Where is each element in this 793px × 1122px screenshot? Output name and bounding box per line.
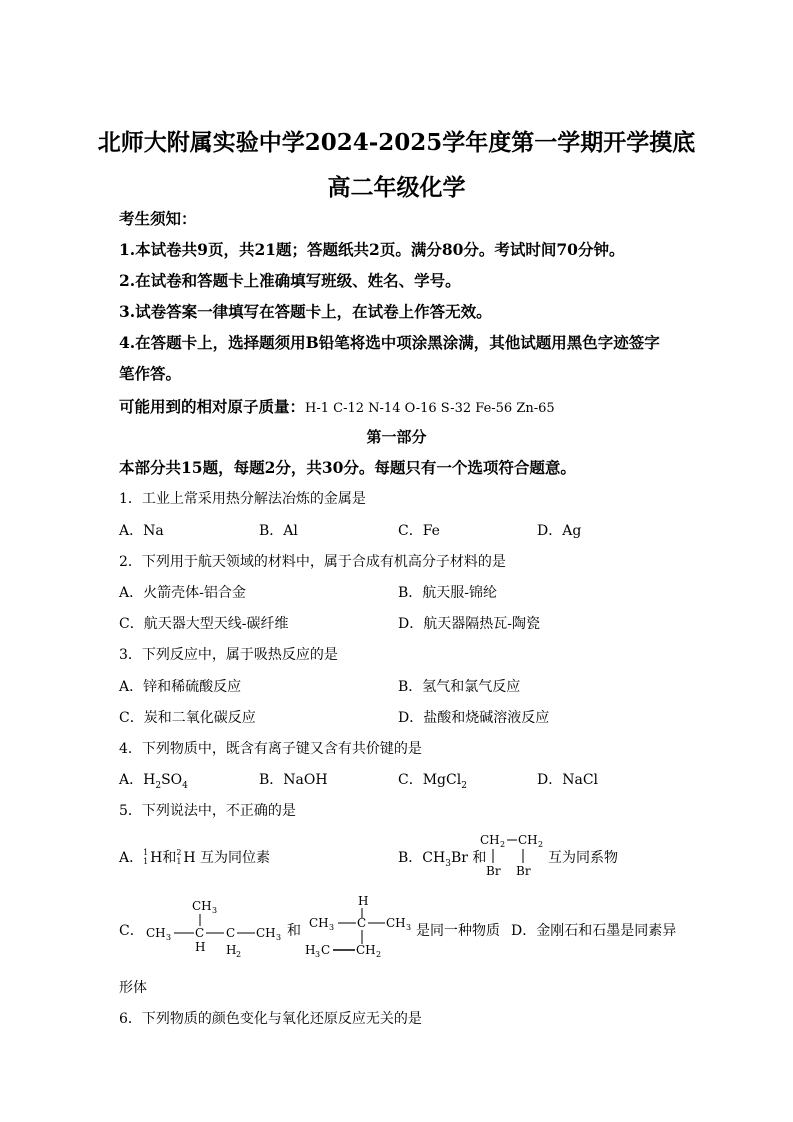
svg-text:C: C [226, 926, 236, 940]
q2-option-b: B．航天服-锦纶 [398, 585, 498, 601]
svg-text:CH: CH [256, 926, 276, 940]
notice-item: 4.在答题卡上，选择题须用B铅笔将选中项涂黑涂满，其他试题用黑色字迹签字 [119, 333, 660, 352]
svg-text:3: 3 [276, 933, 282, 942]
q5-option-d: D．金刚石和石墨是同素异 [511, 923, 677, 939]
q2-stem: 2．下列用于航天领域的材料中，属于合成有机高分子材料的是 [119, 554, 506, 570]
q4-option-b: B．NaOH [259, 772, 328, 788]
q1-option-a: A．Na [119, 523, 164, 539]
svg-text:C: C [321, 943, 331, 957]
svg-text:CH: CH [480, 833, 500, 847]
q3-option-c: C．炭和二氧化碳反应 [119, 710, 256, 726]
svg-text:3: 3 [315, 950, 321, 959]
svg-text:C: C [195, 926, 205, 940]
butane-structure [144, 896, 286, 960]
exam-title: 北师大附属实验中学2024-2025学年度第一学期开学摸底 [97, 129, 696, 156]
svg-text:H: H [195, 940, 206, 954]
q4-stem: 4．下列物质中，既含有离子键又含有共价键的是 [119, 741, 422, 757]
svg-text:CH: CH [386, 916, 406, 930]
svg-text:C: C [357, 916, 367, 930]
q3-option-b: B．氢气和氯气反应 [398, 679, 521, 695]
svg-text:3: 3 [406, 923, 412, 932]
svg-text:2: 2 [376, 950, 382, 959]
q5-stem: 5．下列说法中，不正确的是 [119, 803, 296, 819]
q5-option-c-and: 和 [287, 923, 301, 939]
q1-option-d: D．Ag [537, 523, 582, 539]
q5-option-c-suffix: 是同一种物质 [416, 923, 500, 939]
q1-option-b: B．Al [259, 523, 298, 539]
notice-item: 2.在试卷和答题卡上准确填写班级、姓名、学号。 [119, 271, 461, 290]
svg-text:2: 2 [236, 950, 242, 959]
q2-option-a: A．火箭壳体-铝合金 [119, 585, 246, 601]
isotope-notation: 2 1 [176, 848, 182, 866]
q5-option-b-suffix: 互为同系物 [548, 850, 618, 866]
isotope-notation: 1 1 [143, 848, 149, 866]
atomic-mass-values: H-1 C-12 N-14 O-16 S-32 Fe-56 Zn-65 [305, 401, 555, 416]
q2-option-c: C．航天器大型天线-碳纤维 [119, 616, 289, 632]
svg-text:2: 2 [500, 840, 506, 849]
isobutane-structure [303, 891, 415, 961]
q1-stem: 1．工业上常采用热分解法冶炼的金属是 [119, 491, 366, 507]
svg-text:3: 3 [329, 923, 335, 932]
exam-subtitle: 高二年级化学 [327, 174, 466, 201]
svg-text:2: 2 [538, 840, 544, 849]
notice-item: 笔作答。 [119, 364, 182, 383]
q4-option-d: D．NaCl [537, 772, 599, 788]
q3-option-a: A．锌和稀硫酸反应 [119, 679, 242, 695]
section-intro: 本部分共15题，每题2分，共30分。每题只有一个选项符合题意。 [119, 458, 576, 477]
q3-stem: 3．下列反应中，属于吸热反应的是 [119, 647, 338, 663]
dibromoethane-structure [478, 830, 550, 880]
svg-text:CH: CH [356, 943, 376, 957]
svg-text:H: H [226, 943, 237, 957]
q4-option-c: C．MgCl$_2$ [398, 772, 467, 791]
q5-option-c-prefix: C． [119, 923, 144, 939]
q2-option-d: D．航天器隔热瓦-陶瓷 [398, 616, 540, 632]
svg-text:3: 3 [212, 906, 218, 915]
section-title: 第一部分 [366, 428, 427, 446]
q6-stem: 6．下列物质的颜色变化与氧化还原反应无关的是 [119, 1011, 422, 1027]
atomic-mass-label: 可能用到的相对原子质量： [119, 397, 306, 416]
svg-text:Br: Br [486, 864, 501, 878]
q1-option-c: C．Fe [398, 523, 440, 539]
notice-item: 3.试卷答案一律填写在答题卡上，在试卷上作答无效。 [119, 302, 492, 321]
svg-text:CH: CH [192, 899, 212, 913]
q5-option-d-continuation: 形体 [119, 980, 147, 996]
q4-option-a: A．$H_2SO_4$ [119, 772, 188, 791]
q5-option-b-prefix: B．$CH_3Br$ 和 [398, 850, 487, 869]
svg-text:CH: CH [146, 926, 166, 940]
atomic-mass-line [119, 395, 555, 417]
svg-text:H: H [358, 894, 369, 908]
notice-heading: 考生须知： [119, 209, 197, 228]
svg-text:CH: CH [518, 833, 538, 847]
svg-text:Br: Br [516, 864, 531, 878]
svg-text:3: 3 [166, 933, 172, 942]
q3-option-d: D．盐酸和烧碱溶液反应 [398, 710, 550, 726]
notice-item: 1.本试卷共9页，共21题；答题纸共2页。满分80分。考试时间70分钟。 [119, 240, 625, 259]
svg-text:H: H [305, 943, 316, 957]
svg-text:CH: CH [309, 916, 329, 930]
q5-option-a: A． 1 1 H和 2 1 H 互为同位素 [119, 848, 271, 866]
